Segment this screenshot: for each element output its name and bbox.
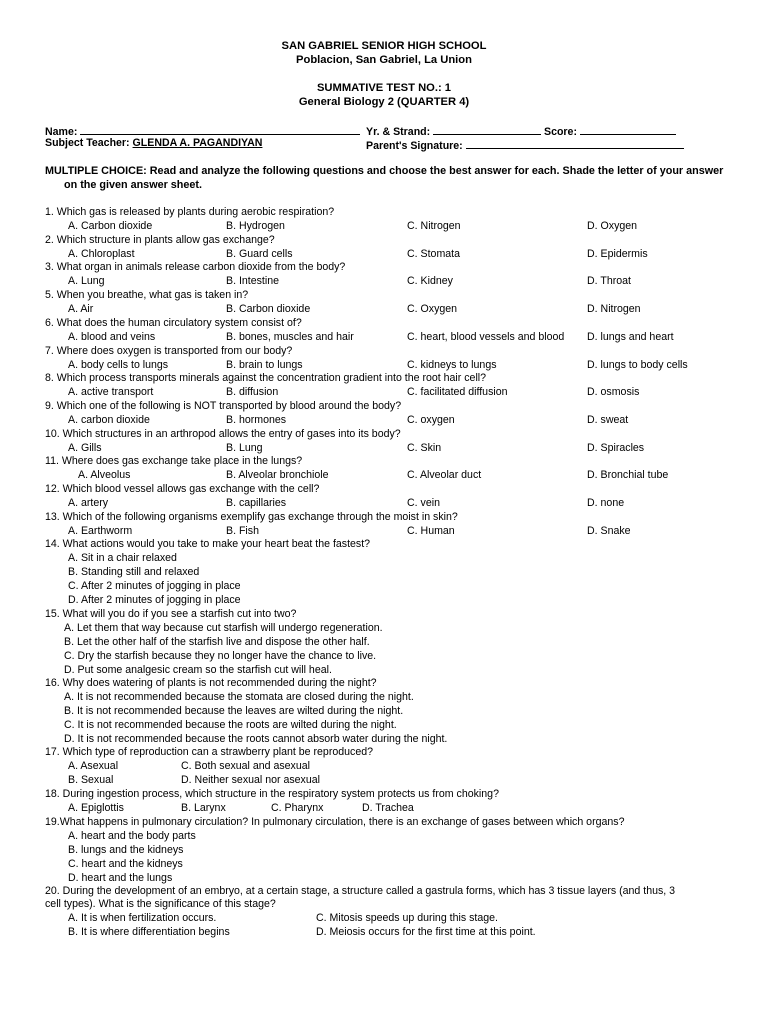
choice-b[interactable]: B. Intestine xyxy=(226,275,279,288)
choice-b[interactable]: B. Carbon dioxide xyxy=(226,303,311,316)
choice-d[interactable]: D. Snake xyxy=(587,524,631,537)
choice-b[interactable]: B. Guard cells xyxy=(226,247,293,260)
choice-c[interactable]: C. facilitated diffusion xyxy=(407,386,508,399)
choice-a[interactable]: A. Lung xyxy=(68,275,105,288)
choice-d[interactable]: D. lungs to body cells xyxy=(587,358,688,371)
question-17: 17. Which type of reproduction can a strawberry plant be reproduced? xyxy=(45,746,374,758)
q14-choice-c[interactable]: C. After 2 minutes of jogging in place xyxy=(68,580,241,592)
score-blank[interactable] xyxy=(580,123,676,135)
question-stem: 10. Which structures in an arthropod allows the entry of gases into its body? xyxy=(45,427,401,440)
q15-choice-d[interactable]: D. Put some analgesic cream so the starfish cut will heal. xyxy=(64,664,332,676)
q18-choice-b[interactable]: B. Larynx xyxy=(181,802,226,814)
q14-choice-b[interactable]: B. Standing still and relaxed xyxy=(68,566,200,578)
choice-c[interactable]: C. Stomata xyxy=(407,247,460,260)
choice-c[interactable]: C. Kidney xyxy=(407,275,453,288)
question-stem: 6. What does the human circulatory system consist of? xyxy=(45,316,302,329)
instructions-line2: on the given answer sheet. xyxy=(64,179,202,191)
question-20-line2: cell types). What is the significance of this stage? xyxy=(45,898,276,910)
q18-choice-a[interactable]: A. Epiglottis xyxy=(68,802,124,814)
choice-a[interactable]: A. Earthworm xyxy=(68,524,133,537)
q18-choice-d[interactable]: D. Trachea xyxy=(362,802,414,814)
choice-d[interactable]: D. Bronchial tube xyxy=(587,469,669,482)
q20-choice-b[interactable]: B. It is where differentiation begins xyxy=(68,926,230,938)
choice-a[interactable]: A. body cells to lungs xyxy=(68,358,169,371)
choice-d[interactable]: D. Epidermis xyxy=(587,247,648,260)
school-address: Poblacion, San Gabriel, La Union xyxy=(296,54,472,66)
name-label: Name: xyxy=(45,126,78,138)
choice-c[interactable]: C. oxygen xyxy=(407,413,455,426)
question-stem: 3. What organ in animals release carbon dioxide from the body? xyxy=(45,261,346,274)
choice-b[interactable]: B. Alveolar bronchiole xyxy=(226,469,329,482)
choice-b[interactable]: B. Lung xyxy=(226,441,263,454)
q19-choice-d[interactable]: D. heart and the lungs xyxy=(68,872,173,884)
q16-choice-b[interactable]: B. It is not recommended because the leaves are wilted during the night. xyxy=(64,705,404,717)
choice-c[interactable]: C. Alveolar duct xyxy=(407,469,482,482)
question-18: 18. During ingestion process, which structure in the respiratory system protects us from choking? xyxy=(45,788,499,800)
instructions-line1: MULTIPLE CHOICE: Read and analyze the following questions and choose the best answer for each. Shade the letter of your answer xyxy=(45,165,724,177)
choice-b[interactable]: B. brain to lungs xyxy=(226,358,303,371)
choice-a[interactable]: A. Carbon dioxide xyxy=(68,220,153,232)
q18-choice-c[interactable]: C. Pharynx xyxy=(271,802,324,814)
q15-choice-b[interactable]: B. Let the other half of the starfish live and dispose the other half. xyxy=(64,636,370,648)
choice-d[interactable]: D. Spiracles xyxy=(587,441,645,454)
choice-c[interactable]: C. vein xyxy=(407,497,440,509)
q20-choice-c[interactable]: C. Mitosis speeds up during this stage. xyxy=(316,912,498,924)
choice-b[interactable]: B. diffusion xyxy=(226,386,279,399)
choice-c[interactable]: C. heart, blood vessels and blood xyxy=(407,330,565,343)
choice-d[interactable]: D. Nitrogen xyxy=(587,303,641,316)
q19-choice-c[interactable]: C. heart and the kidneys xyxy=(68,858,183,870)
q20-choice-d[interactable]: D. Meiosis occurs for the first time at this point. xyxy=(316,926,536,938)
name-blank[interactable] xyxy=(80,123,360,135)
q14-choice-d[interactable]: D. After 2 minutes of jogging in place xyxy=(68,594,241,606)
question-stem: 5. When you breathe, what gas is taken in? xyxy=(45,289,249,302)
parent-signature-blank[interactable] xyxy=(466,137,684,149)
teacher-label: Subject Teacher: xyxy=(45,137,130,149)
choice-a[interactable]: A. blood and veins xyxy=(68,330,156,343)
question-stem: 8. Which process transports minerals against the concentration gradient into the root hair cell? xyxy=(45,372,487,385)
choice-d[interactable]: D. osmosis xyxy=(587,386,640,399)
question-stem: 2. Which structure in plants allow gas exchange? xyxy=(45,233,275,246)
q20-choice-a[interactable]: A. It is when fertilization occurs. xyxy=(68,912,217,924)
q14-choice-a[interactable]: A. Sit in a chair relaxed xyxy=(68,552,177,564)
choice-b[interactable]: B. bones, muscles and hair xyxy=(226,330,354,343)
test-title: SUMMATIVE TEST NO.: 1 xyxy=(316,82,452,94)
teacher-name: GLENDA A. PAGANDIYAN xyxy=(132,137,263,149)
q15-choice-a[interactable]: A. Let them that way because cut starfish will undergo regeneration. xyxy=(64,622,383,634)
question-stem: 9. Which one of the following is NOT transported by blood around the body? xyxy=(45,399,402,412)
choice-c[interactable]: C. kidneys to lungs xyxy=(407,358,497,371)
q16-choice-c[interactable]: C. It is not recommended because the roots are wilted during the night. xyxy=(64,719,397,731)
question-20-line1: 20. During the development of an embryo, at a certain stage, a structure called a gastrula forms, which has 3 tissue layers (and thus, 3 xyxy=(45,885,676,897)
choice-c[interactable]: C. Skin xyxy=(407,441,442,454)
question-14: 14. What actions would you take to make your heart beat the fastest? xyxy=(45,538,371,550)
q15-choice-c[interactable]: C. Dry the starfish because they no longer have the chance to live. xyxy=(64,650,377,662)
score-label: Score: xyxy=(544,126,577,138)
choice-a[interactable]: A. Air xyxy=(68,303,94,316)
question-19: 19.What happens in pulmonary circulation? In pulmonary circulation, there is an exchange of gases between which organs? xyxy=(45,816,625,828)
q17-choice-a[interactable]: A. Asexual xyxy=(68,760,119,772)
q17-choice-d[interactable]: D. Neither sexual nor asexual xyxy=(181,774,320,786)
choice-b[interactable]: B. hormones xyxy=(226,413,287,426)
teacher-line xyxy=(45,137,262,150)
q16-choice-a[interactable]: A. It is not recommended because the stomata are closed during the night. xyxy=(64,691,414,703)
question-15: 15. What will you do if you see a starfish cut into two? xyxy=(45,608,297,620)
choice-c[interactable]: C. Oxygen xyxy=(407,303,458,316)
choice-a[interactable]: A. carbon dioxide xyxy=(68,413,150,426)
choice-a[interactable]: A. artery xyxy=(68,497,109,509)
parent-signature-label: Parent's Signature: xyxy=(366,140,463,152)
choice-a[interactable]: A. Chloroplast xyxy=(68,247,135,260)
question-stem: 12. Which blood vessel allows gas exchange with the cell? xyxy=(45,483,320,495)
question-stem: 1. Which gas is released by plants during aerobic respiration? xyxy=(45,206,335,218)
choice-d[interactable]: D. Oxygen xyxy=(587,220,638,232)
choice-d[interactable]: D. sweat xyxy=(587,413,629,426)
parent-signature-field[interactable] xyxy=(366,137,684,153)
q17-choice-b[interactable]: B. Sexual xyxy=(68,774,114,786)
q19-choice-a[interactable]: A. heart and the body parts xyxy=(68,830,196,842)
choice-a[interactable]: A. Gills xyxy=(68,441,102,454)
choice-a[interactable]: A. active transport xyxy=(68,386,154,399)
subject-title: General Biology 2 (QUARTER 4) xyxy=(298,96,470,108)
choice-a[interactable]: A. Alveolus xyxy=(78,469,131,482)
question-stem: 7. Where does oxygen is transported from our body? xyxy=(45,344,293,357)
question-stem: 13. Which of the following organisms exemplify gas exchange through the moist in skin? xyxy=(45,510,458,523)
yr-strand-blank[interactable] xyxy=(433,123,541,135)
choice-b[interactable]: B. capillaries xyxy=(226,497,287,509)
yr-strand-label: Yr. & Strand: xyxy=(366,126,431,138)
choice-d[interactable]: D. none xyxy=(587,497,625,509)
choice-b[interactable]: B. Hydrogen xyxy=(226,220,285,232)
school-name: SAN GABRIEL SENIOR HIGH SCHOOL xyxy=(281,40,487,52)
question-16: 16. Why does watering of plants is not recommended during the night? xyxy=(45,677,377,689)
q19-choice-b[interactable]: B. lungs and the kidneys xyxy=(68,844,184,856)
choice-c[interactable]: C. Nitrogen xyxy=(407,220,461,232)
choice-d[interactable]: D. Throat xyxy=(587,275,631,288)
q16-choice-d[interactable]: D. It is not recommended because the roots cannot absorb water during the night. xyxy=(64,733,448,745)
choice-d[interactable]: D. lungs and heart xyxy=(587,330,674,343)
choice-c[interactable]: C. Human xyxy=(407,524,455,537)
q17-choice-c[interactable]: C. Both sexual and asexual xyxy=(181,760,310,772)
choice-b[interactable]: B. Fish xyxy=(226,524,259,537)
question-stem: 11. Where does gas exchange take place in the lungs? xyxy=(45,455,303,468)
